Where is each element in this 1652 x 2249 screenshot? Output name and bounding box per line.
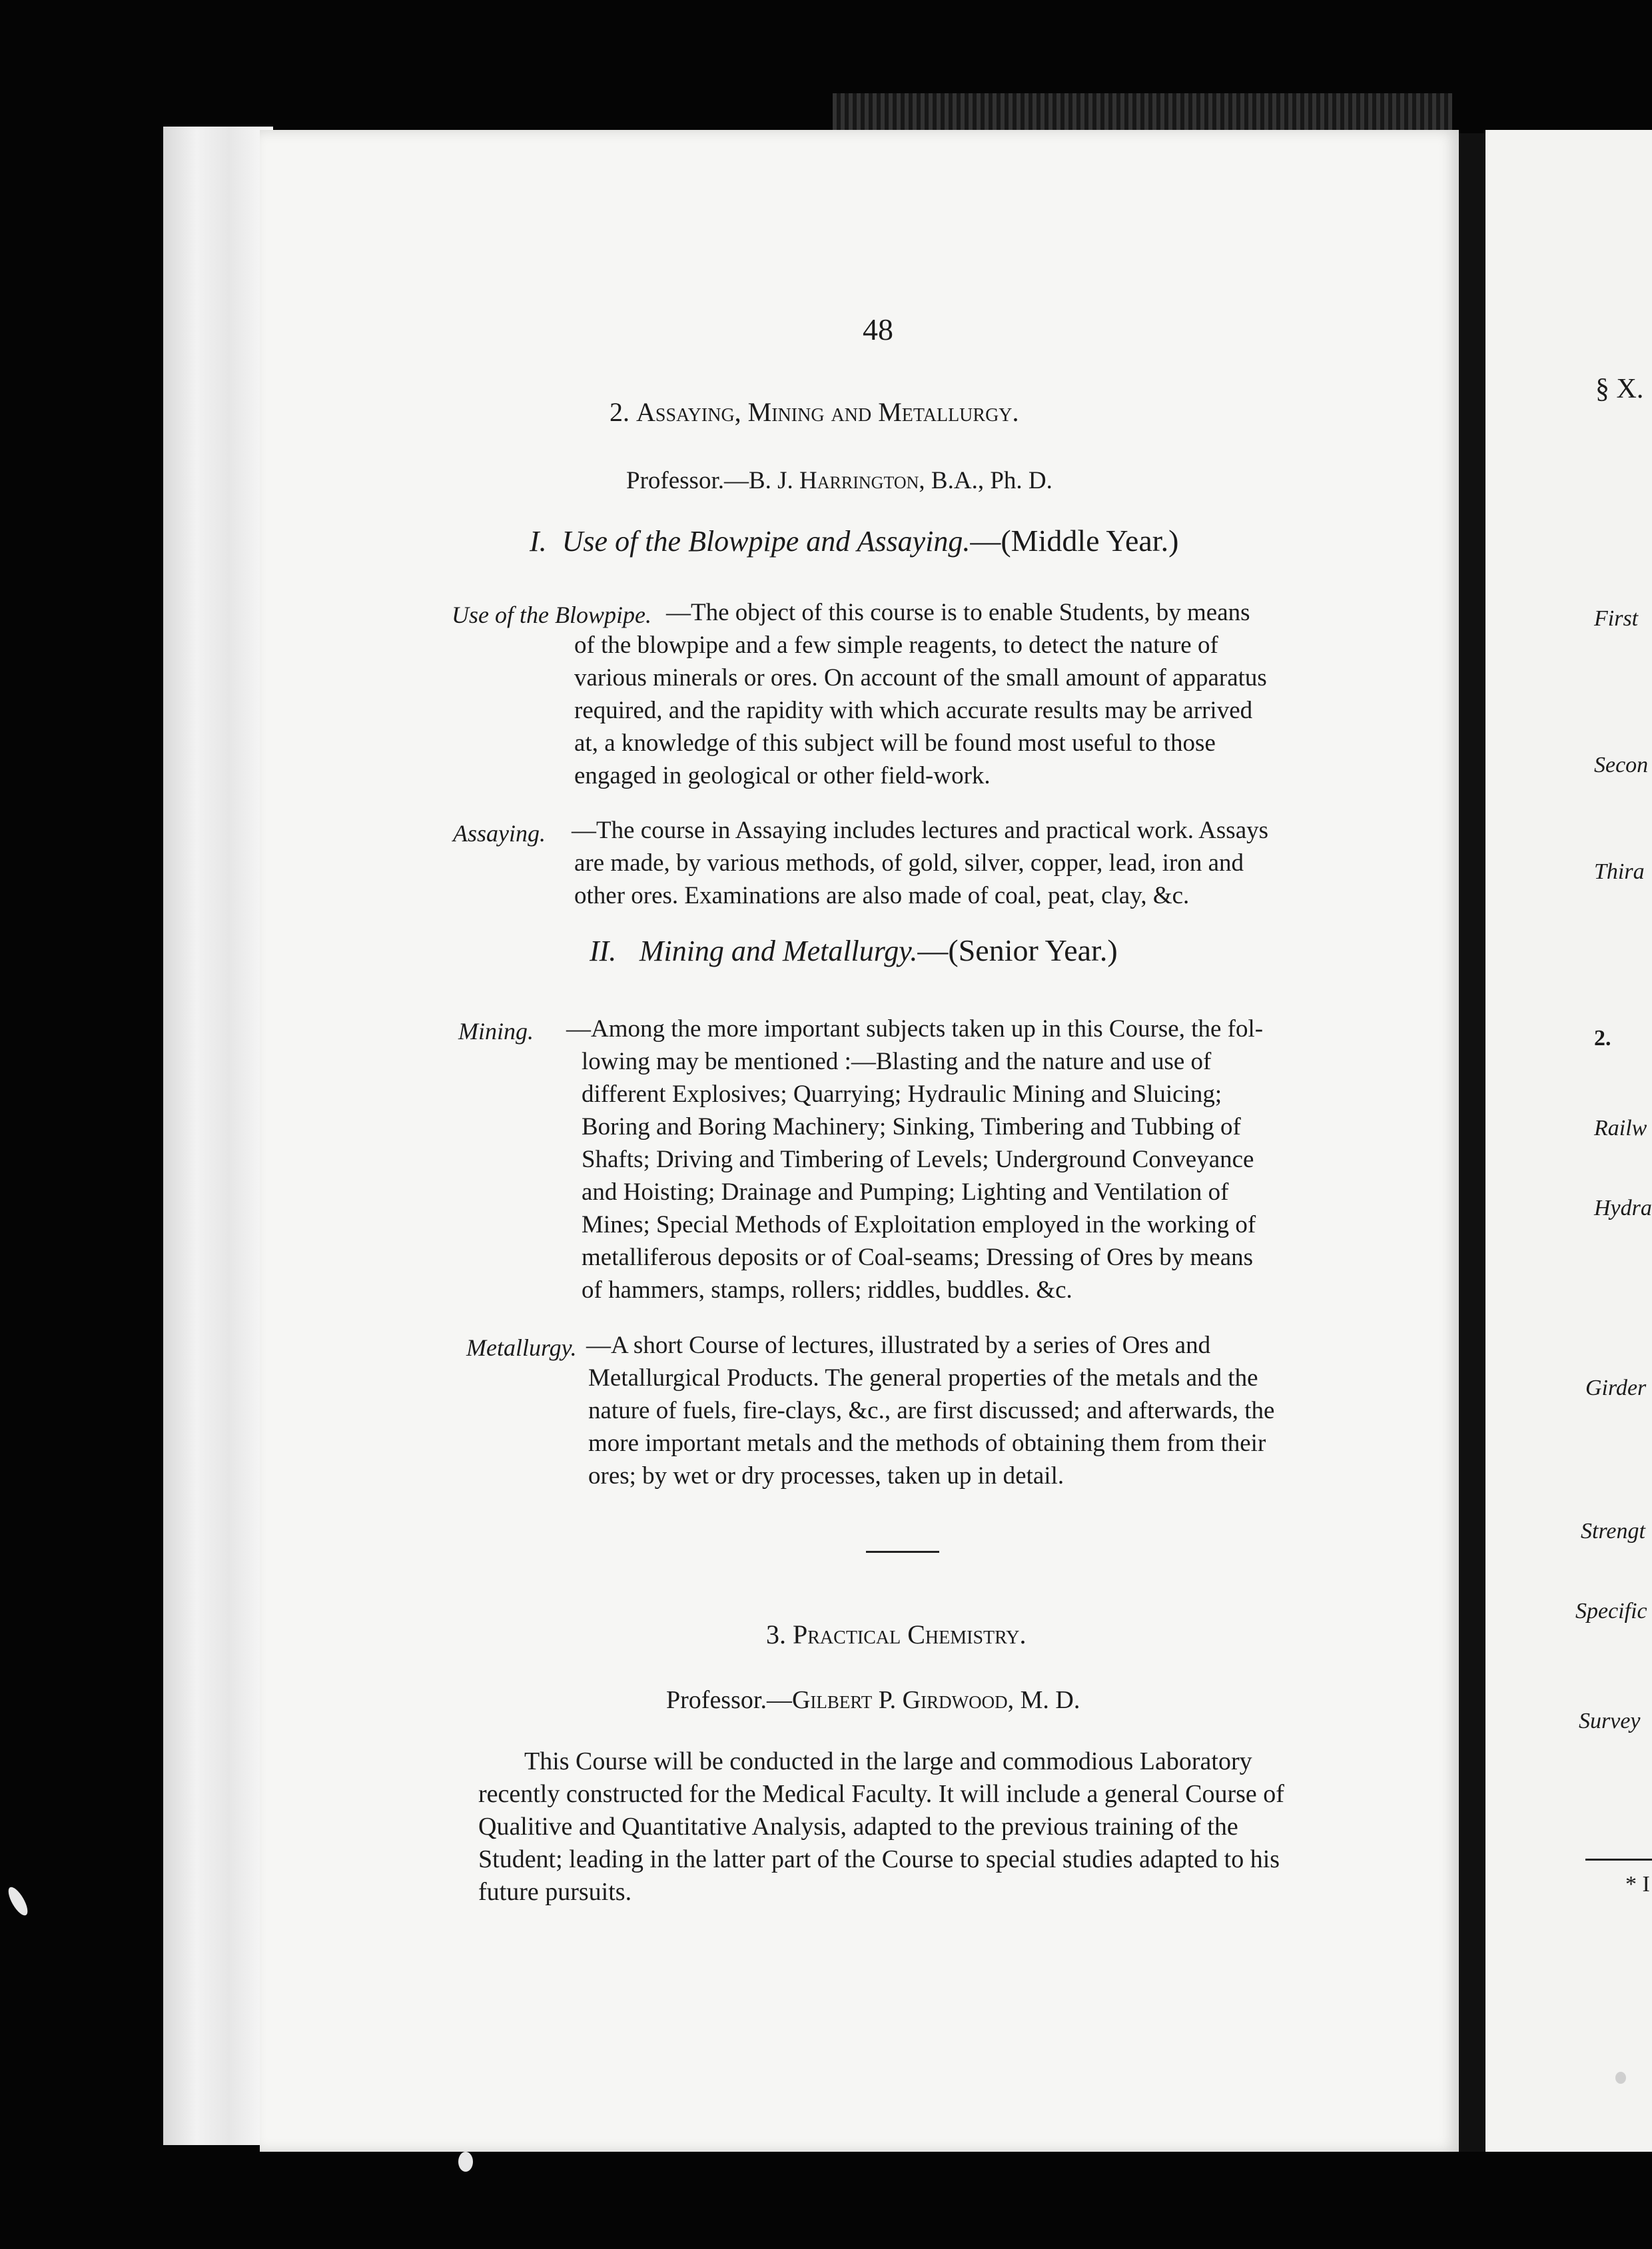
- right-margin-word: First: [1594, 606, 1639, 631]
- page-gutter: [1459, 133, 1485, 2152]
- chemistry-line: recently constructed for the Medical Faculty. It will include a general Course of: [478, 1780, 1284, 1808]
- book-binding-strip: [833, 93, 1452, 133]
- assaying-paragraph: [572, 814, 1268, 847]
- mining-lead: Mining.: [458, 1018, 534, 1045]
- professor-label: Professor.—: [666, 1686, 792, 1714]
- mining-line: —Among the more important subjects taken up in this Course, the fol-: [566, 1015, 1264, 1043]
- section-3-title: Practical Chemistry.: [793, 1619, 1027, 1649]
- mining-line: of hammers, stamps, rollers; riddles, buddles. &c.: [582, 1276, 1072, 1304]
- mining-line: Mines; Special Methods of Exploitation employed in the working of: [582, 1211, 1256, 1238]
- right-margin-word: Hydra: [1594, 1196, 1652, 1220]
- right-margin-word: Strengt: [1581, 1519, 1645, 1544]
- page-number: 48: [863, 312, 893, 346]
- part-2-numeral: II.: [590, 935, 617, 967]
- mining-paragraph: [566, 1013, 1263, 1045]
- blowpipe-line: engaged in geological or other field-work.: [574, 762, 991, 789]
- metallurgy-paragraph: [586, 1329, 1210, 1362]
- scan-speck: [1615, 2072, 1626, 2084]
- page-stack-edge: [163, 127, 273, 2145]
- part-2-year: —(Senior Year.): [917, 933, 1118, 967]
- mining-line: different Explosives; Quarrying; Hydraulic Mining and Sluicing;: [582, 1081, 1222, 1108]
- scan-speck: [458, 2152, 473, 2172]
- metallurgy-line: more important metals and the methods of obtaining them from their: [588, 1430, 1266, 1457]
- section-3-heading: [766, 1619, 1027, 1650]
- section-divider: [866, 1551, 939, 1553]
- right-footnote-mark: * I: [1625, 1872, 1650, 1897]
- metallurgy-lead: Metallurgy.: [466, 1334, 577, 1361]
- chemistry-paragraph-body: [478, 1778, 1284, 1909]
- scan-speck: [5, 1885, 31, 1919]
- mining-line: and Hoisting; Drainage and Pumping; Lighting and Ventilation of: [582, 1178, 1229, 1206]
- assaying-line: other ores. Examinations are also made of coal, peat, clay, &c.: [574, 882, 1190, 909]
- metallurgy-line: nature of fuels, fire-clays, &c., are first discussed; and afterwards, the: [588, 1397, 1275, 1424]
- mining-line: Shafts; Driving and Timbering of Levels; Underground Conveyance: [582, 1146, 1254, 1173]
- assaying-line: —The course in Assaying includes lectures and practical work. Assays: [572, 817, 1269, 844]
- part-1-heading: [530, 523, 1178, 558]
- blowpipe-paragraph: [666, 596, 1250, 629]
- right-page-header: § X.: [1595, 374, 1644, 404]
- section-3-number: 3.: [766, 1619, 786, 1649]
- section-2-number: 2.: [610, 397, 629, 427]
- metallurgy-line: —A short Course of lectures, illustrated by a series of Ores and: [586, 1332, 1211, 1359]
- section-2-professor: [626, 466, 1052, 495]
- right-margin-word: Secon: [1594, 753, 1649, 777]
- professor-degrees: , M. D.: [1007, 1686, 1080, 1714]
- metallurgy-line: ores; by wet or dry processes, taken up in detail.: [588, 1462, 1064, 1490]
- assaying-line: are made, by various methods, of gold, silver, copper, lead, iron and: [574, 849, 1244, 877]
- mining-line: metalliferous deposits or of Coal-seams; Dressing of Ores by means: [582, 1244, 1254, 1271]
- part-1-title: Use of the Blowpipe and Assaying.: [562, 525, 971, 558]
- section-2-title: Assaying, Mining and Metallurgy.: [636, 397, 1019, 427]
- right-margin-word: Thira: [1594, 859, 1645, 884]
- chemistry-line: future pursuits.: [478, 1878, 632, 1906]
- blowpipe-lead: Use of the Blowpipe.: [452, 602, 651, 628]
- part-2-heading: [590, 933, 1118, 968]
- metallurgy-line: Metallurgical Products. The general properties of the metals and the: [588, 1364, 1258, 1392]
- right-margin-word: Specific: [1575, 1599, 1647, 1623]
- blowpipe-line: —The object of this course is to enable Students, by means: [666, 599, 1250, 626]
- right-margin-word: Railw: [1594, 1116, 1647, 1140]
- chemistry-paragraph-first: [524, 1745, 1252, 1778]
- mining-paragraph-body: [582, 1045, 1256, 1306]
- chemistry-line: This Course will be conducted in the large and commodious Laboratory: [524, 1747, 1252, 1775]
- blowpipe-line: required, and the rapidity with which accurate results may be arrived: [574, 697, 1253, 724]
- right-margin-word: Survey: [1579, 1709, 1641, 1733]
- professor-name: B. J. Harrington: [748, 467, 919, 494]
- chemistry-line: Qualitive and Quantitative Analysis, adapted to the previous training of the: [478, 1813, 1238, 1841]
- part-1-numeral: I.: [530, 525, 547, 558]
- metallurgy-paragraph-body: [588, 1362, 1274, 1492]
- mining-line: lowing may be mentioned :—Blasting and the nature and use of: [582, 1048, 1212, 1075]
- right-footnote-rule: [1585, 1859, 1652, 1861]
- professor-degrees: , B.A., Ph. D.: [919, 467, 1052, 494]
- professor-label: Professor.—: [626, 467, 749, 494]
- professor-name: Gilbert P. Girdwood: [791, 1686, 1008, 1714]
- right-margin-word: 2.: [1594, 1026, 1611, 1051]
- assaying-paragraph-body: [574, 847, 1244, 912]
- blowpipe-line: various minerals or ores. On account of the small amount of apparatus: [574, 664, 1267, 691]
- assaying-lead: Assaying.: [453, 820, 546, 847]
- part-1-year: —(Middle Year.): [970, 524, 1179, 558]
- mining-line: Boring and Boring Machinery; Sinking, Timbering and Tubbing of: [582, 1113, 1241, 1140]
- blowpipe-line: at, a knowledge of this subject will be found most useful to those: [574, 729, 1216, 757]
- section-2-heading: [610, 396, 1019, 428]
- chemistry-line: Student; leading in the latter part of the Course to special studies adapted to his: [478, 1845, 1280, 1873]
- blowpipe-paragraph-body: [574, 629, 1267, 792]
- right-margin-word: Girder: [1585, 1376, 1647, 1400]
- section-3-professor: [666, 1685, 1080, 1715]
- part-2-title: Mining and Metallurgy.: [639, 935, 918, 967]
- blowpipe-line: of the blowpipe and a few simple reagents, to detect the nature of: [574, 632, 1218, 659]
